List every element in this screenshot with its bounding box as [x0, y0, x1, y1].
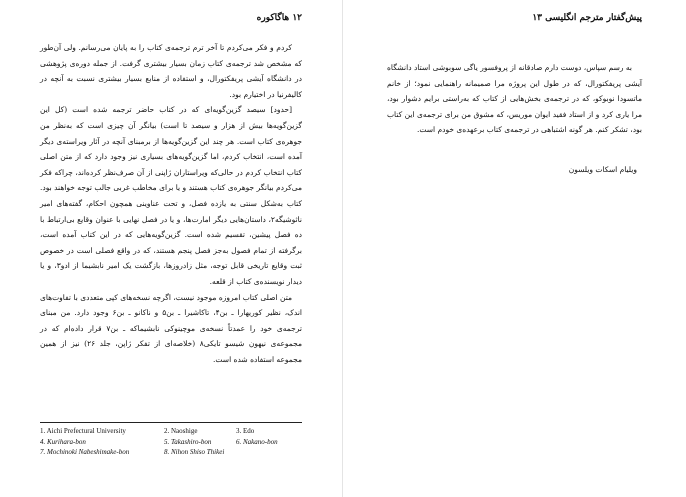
footnote-6: 6. Nakano-bon [236, 437, 278, 446]
right-body-text [387, 60, 642, 138]
footnote-3: 3. Edo [236, 427, 255, 435]
translator-signature: ویلیام اسکات ویلسون [568, 165, 637, 174]
footnote-2: 2. Naoshige [164, 427, 198, 435]
footnote-row [40, 437, 302, 448]
footnote-8: 8. Nihon Shiso Thikei [164, 448, 225, 456]
left-body-text [40, 40, 302, 367]
left-running-header: ۱۲ هاگاکوره [256, 13, 302, 23]
footnote-4: 4. Kurihara-bon [40, 437, 86, 446]
footnotes [40, 426, 302, 458]
paragraph-1: کردم و فکر می‌کردم تا آخر ترم ترجمه‌ی کتاب را به پایان می‌رسانم. ولی آن‌طور که مشخص شد ترجمه‌ی کتاب زمان بسیار بیشتری گرفت. از جمله دوره‌ی پژوهشی در دانشگاه آیشی پریفکتورال، و استفاده از منابع بسیار بیشتری نسبت به آنچه در کالیفرنیا در اختیارم بود. [40, 43, 302, 99]
acknowledgement-paragraph: به رسم سپاس، دوست دارم صادقانه از پروفسور یاگی سوبوشی استاد دانشگاه آیشی پریفکتورال، که در طول این پروژه مرا صمیمانه راهنمایی نمود؛ از خانم ماتسودا نوبوکو، که در ترجمه‌ی بخش‌هایی از کتاب که به‌راستی برایم دشوار بود، مرا یاری کرد و از استاد فقید ایوان موریس، که مشوق من برای ترجمه‌ی این کتاب بود، تشکر کنم. هر گونه اشتباهی در ترجمه‌ی کتاب برعهده‌ی خودم است. [387, 63, 642, 135]
right-page [343, 0, 686, 497]
paragraph-2: [حدود] سیصد گزین‌گویه‌ای که در کتاب حاضر ترجمه شده است (کل این گزین‌گویه‌ها بیش از هزار و سیصد تا است) بیانگر آن چیزی است که به‌نظر من جوهره‌ی کتاب است. هر چند این گزین‌گویه‌ها از برمبنای آنچه در آثار ویراسته‌ی دیگر آمده است، انتخاب کردم، اما گزین‌گویه‌های بسیاری نیز وجود دارد که از متن اصلی کتاب انتخاب کردم در حالی‌که ویراستاران ژاپنی از آن صرف‌نظر کرده‌اند، چراکه فکر می‌کردم بیانگر جوهره‌ی کتاب هستند و یا برای مخاطب غربی جالب توجه خواهند بود. کتاب به‌شکل سنتی به یازده فصل، و تحت عناوینی همچون احکام، گفته‌های امیر ناثوشیگه۲، داستان‌هایی دیگر امارت‌ها، و یا در فصل نهایی با عنوان وقایع بی‌ارتباط با ده فصل پیشین، تقسیم شده است. گزین‌گویه‌هایی که در این کتاب آمده است، برگرفته از تمام فصول به‌جز فصل پنجم هستند، که در واقع فصلی است در خصوص ثبت وقایع تاریخی قابل توجه، مثل زادروزها، بازگشت یک امیر نابشیما از ادو۳، و یا دیدار نویسنده‌ی کتاب از قلعه. [40, 105, 302, 286]
footnote-rule [40, 422, 302, 423]
paragraph-3: متن اصلی کتاب امروزه موجود نیست، اگرچه نسخه‌های کپی متعددی با تفاوت‌های اندک، نظیر کوریهارا ـ بن۴، تاکاشیرا ـ بن۵ و ناکانو ـ بن۶ وجود دارد. من مبنای ترجمه‌ی خود را عمدتاً نسخه‌ی موچینوکی نابشیماکه ـ بن۷ قرار داده‌ام که در مجموعه‌ی نیهون شیسو تایکی۸ (خلاصه‌ای از تفکر ژاپن، جلد ۲۶) نیز از همین مجموعه استفاده شده است. [40, 292, 303, 364]
footnote-1: 1. Aichi Prefectural University [40, 427, 126, 435]
footnote-7: 7. Mochinoki Nabeshimake-bon [40, 448, 130, 456]
right-running-header: پیش‌گفتار مترجم انگلیسی ۱۳ [532, 13, 642, 23]
footnote-row [40, 426, 302, 437]
footnote-row [40, 447, 302, 458]
footnote-5: 5. Takashiro-bon [164, 437, 212, 446]
